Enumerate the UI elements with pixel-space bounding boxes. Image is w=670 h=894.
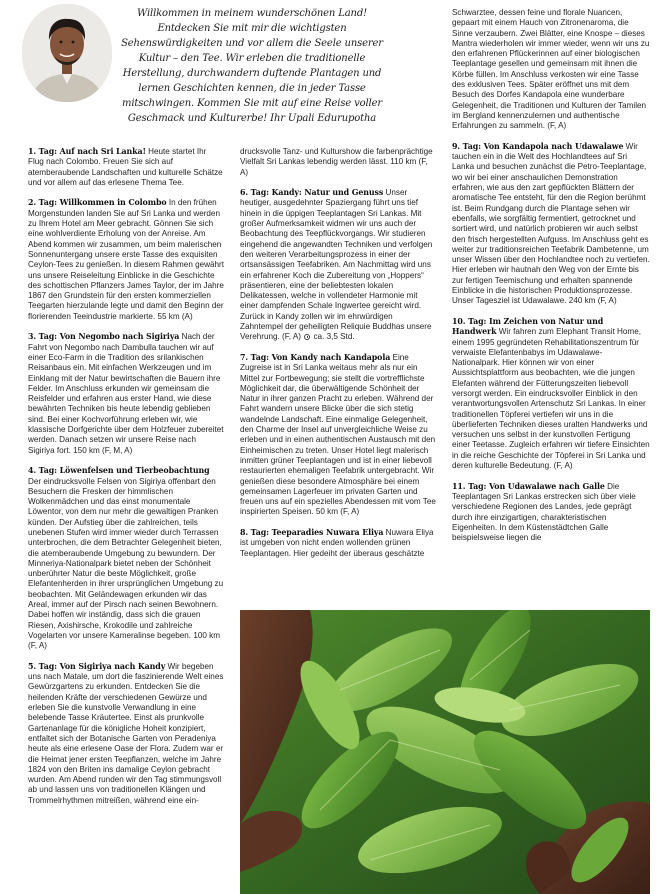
day-8-text: Nuwara Eliya ist umgeben von nicht enden wollenden grünen Teeplantagen. Hier gedeiht der überaus geschätzte <box>240 527 434 558</box>
day-4-text: Der eindrucksvolle Felsen von Sigiriya offenbart den Besuchern die Fresken der himmlischen Wolkenmädchen und das einst monumentale Löwentor, von dem nur mehr die gewaltigen Pranken künden. Der Aufstieg über die zahlreichen, teils unebenen Stufen wird immer wieder durch Terrassen unterbrochen, die dem Betrachter Gelegenheit bieten, die atemberaubende Umgebung zu bewundern. Der Minneriya-Nationalpark bietet neben der Schönheit unberührter Natur die beste Möglichkeit, große Elefantenherden in ihrer ursprünglichen Umgebung zu beobachten. Mit Geländewagen erkunden wir das Areal, immer auf der Pirsch nach seinen Bewohnern. Dabei hoffen wir inständig, dass sich die grauen Riesen, Axishirsche, Krokodile und zahlreiche Vogelarten vor unsere Kameralinse begeben. 100 km (F, A) <box>28 476 224 651</box>
author-portrait-illustration <box>22 4 112 102</box>
day-8-paragraph <box>240 528 436 559</box>
day-5-title: 5. Tag: Von Sigiriya nach Kandy <box>28 661 166 671</box>
clock-icon <box>304 334 310 340</box>
intro-message: Willkommen in meinem wunderschönen Land! Entdecken Sie mit mir die wichtigsten Sehenswürdigkeiten und vor allem die Seele unserer Kultur – den Tee. Wir erleben die traditionelle Herstellung, durchwandern duftende Plantagen und lernen Geschichten kennen, die in jeder Tasse mitschwingen. Kommen Sie mit auf eine Reise voller Geschmack und Kulturerbe! Ihr Upali Edurupotha <box>121 8 383 124</box>
day-2-paragraph <box>28 198 224 322</box>
day-5-continuation: drucksvolle Tanz- und Kulturshow die farbenprächtige Vielfalt Sri Lankas lebendig werden lässt. 110 km (F, A) <box>240 147 433 177</box>
day-8-title: 8. Tag: Teeparadies Nuwara Eliya <box>240 527 384 537</box>
day-10-title: 10. Tag: Im Zeichen von Natur und Handwerk <box>452 316 604 337</box>
day-4-title: 4. Tag: Löwenfelsen und Tierbeobachtung <box>28 466 210 476</box>
author-portrait <box>22 4 112 102</box>
itinerary-column-1 <box>28 147 224 806</box>
day-1-text: Heute startet Ihr Flug nach Colombo. Freuen Sie sich auf atemberaubende Landschaften und kulturelle Schätze und vor allem auf das erlesene Thema Tee. <box>28 147 223 187</box>
itinerary-column-2 <box>240 147 436 559</box>
day-10-paragraph <box>452 317 650 471</box>
day-9-text: Wir tauchen ein in die Welt des Hochlandtees auf Sri Lanka und besuchen zunächst die Petro-Teeplantage, wo wir bei einer anschaulichen Demonstration erfahren, wie aus den zart gepflückten Blättern der aromatische Tee entsteht, für den die Region berühmt ist. Beim Rundgang durch die Plantage sehen wir ebenfalls, wie sorgfältig fermentiert, getrocknet und sortiert wird, und natürlich probieren wir auch selbst den frisch hergestellten Aufguss. Im Anschluss geht es weiter zur traditionsreichen Teefabrik Dambetenne, um unser Wissen über den Hochlandtee noch zu vertiefen. Hier erleben wir hautnah den Weg von der Ernte bis zur fertigen Teemischung und erhalten spannende Einblicke in die historischen Produktionsprozesse. Unser Tagesziel ist Udawalawe. 240 km (F, A) <box>452 141 650 306</box>
day-2-text: In den frühen Morgenstunden landen Sie auf Sri Lanka und werden zu Ihrem Hotel am Meer gebracht. Gönnen Sie sich eine wohlverdiente Erholung von der Anreise. Am Abend kommen wir zusammen, um beim malerischen Sonnenuntergang unsere erste Tasse des exquisiten Ceylon-Tees zu genießen. In diesem Rahmen gewährt uns unsere Reiseleitung Einblicke in die Geschichte des schottischen Pflanzers James Taylor, der im Jahre 1867 den Grundstein für den ersten kommerziellen Teegarten hierzulande legte und damit den Beginn der florierenden Teeindustrie markierte. 55 km (A) <box>28 198 225 321</box>
day-9-title: 9. Tag: Von Kandapola nach Udawalawe <box>452 141 624 151</box>
day-3-title: 3. Tag: Von Negombo nach Sigiriya <box>28 332 180 342</box>
day-1-paragraph <box>28 147 224 188</box>
itinerary-column-3 <box>452 8 650 543</box>
day-6-title: 6. Tag: Kandy: Natur und Genuss <box>240 188 384 198</box>
day-10-text: Wir fahren zum Elephant Transit Home, einem 1995 gegründeten Rehabilitationszentrum für verwaiste Elefantenbabys im Udawalawe-Nationalpark. Hier können wir von einer Aussichtsplattform aus beobachten, wie die jungen Elefanten während der Fütterungszeiten liebevoll versorgt werden. Ein eindrucksvoller Einblick in den verantwortungsvollen Artenschutz Sri Lankas. In einer traditionellen Töpferei vertiefen wir uns in die überlieferten Techniken dieses uralten Handwerks und versuchen uns selbst in der kunstvollen Fertigung einer Teetasse. Zugleich erfahren wir tiefere Einsichten in die reiche Geschichte der Töpferei in Sri Lanka und deren kulturelle Bedeutung. (F, A) <box>452 327 650 471</box>
day-11-text: Die Teeplantagen Sri Lankas erstrecken sich über viele verschiedene Regionen des Landes, jede geprägt durch ihre einzigartigen, charakteristischen Eigenheiten. In dem Küstenstädtchen Galle beispielsweise liegen die <box>452 481 636 543</box>
day-8-continuation: Schwarztee, dessen feine und florale Nuancen, gepaart mit einem Hauch von Zitronenaroma, die Sinne verzaubern. Zwei Blätter, eine Knospe – dieses Mantra wiederholen wir immer wieder, wenn wir uns zu den erfahrenen Pflückerinnen auf einer biologischen Teeplantage gesellen und gemeinsam mit ihnen die Körbe füllen. Im Anschluss verkosten wir eine Tasse des exklusiven Tees. Später eröffnet uns mit dem Besuch des Dorfes Kandapola eine wunderbare Gelegenheit, die Traditionen und Kulturen der Tamilen im Bergland kennenzulernen und authentische Erfahrungen zu sammeln. (F, A) <box>452 8 650 131</box>
day-6-duration: ca. 3,5 Std. <box>311 332 355 342</box>
day-9-paragraph <box>452 142 650 307</box>
day-11-title: 11. Tag: Von Udawalawe nach Galle <box>452 481 605 491</box>
day-5-paragraph <box>28 662 224 806</box>
day-7-text: Eine Zugreise ist in Sri Lanka weitaus mehr als nur ein Mittel zur Fortbewegung; sie stellt die vortrefflichste Möglichkeit dar, die überwältigende Schönheit der Natur in ihrer ganzen Pracht zu erleben. Während der Fahrt wandern unsere Blicke über die sich stetig wandelnde Landschaft. Eine einmalige Gelegenheit, den Charme der Insel auf unvergleichliche Weise zu erleben und in einen authentischen Austausch mit den Einheimischen zu treten. Unser Hotel liegt malerisch inmitten grüner Teeplantagen und ist in einer liebevoll restaurierten ehemaligen Teefabrik untergebracht. Wir genießen diese besondere Atmosphäre bei einem gemeinsamen Lagerfeuer im privaten Garten und freuen uns auf ein spezielles Abendessen mit vom Tee inspirierten Speisen. 50 km (F, A) <box>240 352 436 517</box>
day-3-text: Nach der Fahrt von Negombo nach Dambulla tauchen wir auf einer Eco-Farm in die Tradition des srilankischen Reisanbaus ein. Mit einfachen Werkzeugen und im Einklang mit der Natur bewirtschaften die Bauern ihre Felder. Im Anschluss erkunden wir gemeinsam die Reisfelder und erfahren aus erster Hand, wie diese bewährten Techniken bis heute lebendig geblieben sind. Bei einer Kochvorführung erleben wir, wie klassische Dorfgerichte über dem Holzfeuer zubereitet werden. Danach setzen wir unsere Reise nach Sigiriya fort. 150 km (F, M, A) <box>28 332 224 455</box>
day-11-paragraph <box>452 482 650 544</box>
tea-leaves-illustration <box>240 610 650 894</box>
day-7-paragraph <box>240 353 436 518</box>
day-5-text: Wir begeben uns nach Matale, um dort die faszinierende Welt eines Gewürzgartens zu erkunden. Entdecken Sie die heilenden Kräfte der verschiedenen Gewürze und erleben Sie die kunstvolle Verwandlung in eine belebende Tasse Kräutertee. Einst als prunkvolle Gartenanlage für die königliche Hoheit konzipiert, entfaltet sich der Botanische Garten von Peradeniya heute als eine erlesene Oase der Flora. Zudem war er die Heimat jener ersten Teepflanzen, welche im Jahre 1824 von den Briten ins damalige Ceylon gebracht wurden. Am Abend runden wir den Tag stimmungsvoll ab und lassen uns von traditionellen Klängen und Trommelrhythmen mitreißen, während eine ein- <box>28 661 224 805</box>
day-4-paragraph <box>28 466 224 651</box>
day-2-title: 2. Tag: Willkommen in Colombo <box>28 198 167 208</box>
tea-leaves-photo <box>240 610 650 894</box>
day-6-paragraph <box>240 188 436 342</box>
day-1-title: 1. Tag: Auf nach Sri Lanka! <box>28 147 146 156</box>
day-6-text: Unser heutiger, ausgedehnter Spaziergang führt uns tief hinein in die üppigen Teeplantagen Sri Lankas. Mit großer Aufmerksamkeit widmen wir uns auch der Beobachtung des Teepflückvorgangs. Wir studieren eingehend die angewandten Techniken und verfolgen den weiteren Verarbeitungsprozess in einer der ortsansässigen Teefabriken. Am Nachmittag wird uns ein erfahrener Koch die Zubereitung von „Hoppers“ präsentieren, eine der beliebtesten lokalen Delikatessen, welche in vollendeter Harmonie mit einer dampfenden Schale Ingwertee gereicht wird. Zurück in Kandy zollen wir im ehrwürdigen Zahntempel der geheiligten Reliquie Buddhas unsere Verehrung. (F, A) <box>240 188 433 342</box>
day-7-title: 7. Tag: Von Kandy nach Kandapola <box>240 352 391 362</box>
day-3-paragraph <box>28 332 224 456</box>
